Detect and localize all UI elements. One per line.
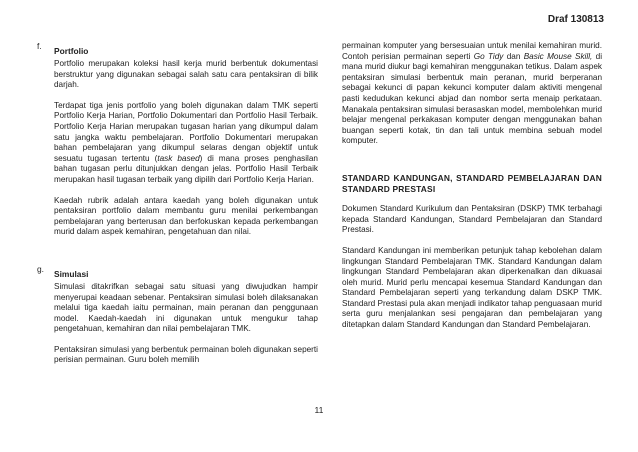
dskp-paragraph: Dokumen Standard Kurikulum dan Pentaksiran (DSKP) TMK terbahagi kepada Standard Kandungan, Standard Pembelajaran dan Standard Prestasi. <box>342 204 602 235</box>
portfolio-paragraph-3: Kaedah rubrik adalah antara kaedah yang boleh digunakan untuk pentaksiran portfolio dalam membantu guru menilai perkembangan pembelajaran yang berterusan dan berfokuskan kepada perkembangan murid dalam aspek kemahiran, pengetahuan dan nilai. <box>54 195 318 237</box>
section-g-letter: g. <box>37 263 44 274</box>
left-column <box>37 41 318 366</box>
page-number: 11 <box>314 405 324 415</box>
simulasi-paragraph-1: Simulasi ditakrifkan sebagai satu situasi yang diwujudkan hampir menyerupai keadaan sebenar. Pentaksiran simulasi boleh dilaksanakan melalui tiga kaedah iaitu permainan, main peranan dan penggunaan model. Kaedah-kaedah ini digunakan untuk mengukur tahap pengetahuan, kemahiran dan nilai pembelajaran TMK. <box>54 281 318 334</box>
column-divider <box>325 40 326 400</box>
section-g-title: Simulasi <box>54 268 89 279</box>
simulasi-paragraph-2: Pentaksiran simulasi yang berbentuk permainan boleh digunakan seperti perisian permainan. Guru boleh memilih <box>54 344 318 365</box>
section-f-heading <box>37 41 318 59</box>
right-column <box>342 41 602 331</box>
draft-label: Draf 130813 <box>547 14 604 25</box>
portfolio-paragraph-2: Terdapat tiga jenis portfolio yang boleh digunakan dalam TMK seperti Portfolio Kerja Harian, Portfolio Dokumentari dan Portfolio Hasil Terbaik. Portfolio Kerja Harian merupakan tugasan harian yang dikumpul dalam satu jangka waktu pembelajaran. Portfolio Dokumentari merupakan bahan pembelajaran yang dikumpul selaras dengan objektif untuk sesuatu tugasan tertentu (task based) di mana proses penghasilan bahan tugasan perlu ditunjukkan dengan jelas. Portfolio Hasil Terbaik merupakan hasil tugasan terbaik yang dipilih dari Portfolio Kerja Harian. <box>54 100 318 184</box>
standard-section-heading: STANDARD KANDUNGAN, STANDARD PEMBELAJARAN DAN STANDARD PRESTASI <box>342 172 602 194</box>
standard-kandungan-paragraph: Standard Kandungan ini memberikan petunjuk tahap kebolehan dalam lingkungan Standard Pembelajaran TMK. Standard Kandungan dalam lingkungan Standard Pembelajaran akan diperkenalkan dan dikuasai oleh murid. Murid perlu mencapai kesemua Standard Kandungan dan Standard Pembelajaran seperti yang terkandung dalam DSKP TMK. Standard Prestasi pula akan menjadi indikator tahap penguasaan murid serta guru menjalankan sesi pengajaran dan pembelajaran yang ditetapkan dalam Standard Kandungan dan Standard Pembelajaran. <box>342 245 602 330</box>
simulasi-continued-paragraph: permainan komputer yang bersesuaian untuk menilai kemahiran murid. Contoh perisian permainan seperti Go Tidy dan Basic Mouse Skill, di mana murid diukur bagi kemahiran menggunakan tetikus. Dalam aspek pentaksiran simulasi berbentuk main peranan, murid berperanan sebagai kekunci di papan kekunci komputer dalam aktiviti mengenal pasti kedudukan kekunci abjad dan nombor serta menaip perkataan. Manakala pentaksiran simulasi berasaskan model, membolehkan murid belajar mengenal perkakasan komputer dengan menggunakan bahan buangan seperti kotak, tin dan tali untuk membina sebuah model komputer. <box>342 41 603 146</box>
portfolio-paragraph-1: Portfolio merupakan koleksi hasil kerja murid berbentuk dokumentasi berstruktur yang digunakan sebagai salah satu cara pentaksiran di bilik darjah. <box>54 59 318 90</box>
section-f-title: Portfolio <box>54 46 89 56</box>
section-g-heading <box>37 263 318 282</box>
section-f-letter: f. <box>37 41 42 51</box>
